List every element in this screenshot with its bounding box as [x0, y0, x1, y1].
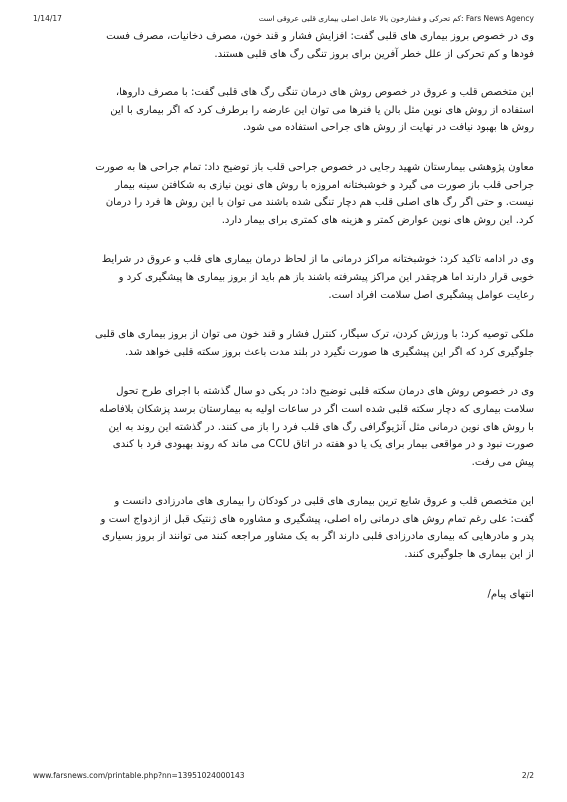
article-body: [95, 28, 534, 625]
article-paragraph: ملکی توصیه کرد: با ورزش کردن، ترک سیگار، کنترل فشار و قند خون می توان از بروز بیماری های قلبی جلوگیری کرد که اگر این پیشگیری ها صورت نگیرد در بلند مدت باعث بروز سکته قلبی خواهد شد.: [95, 329, 534, 358]
print-url: www.farsnews.com/printable.php?nn=13951024000143: [33, 771, 245, 780]
page-number: 2/2: [521, 771, 534, 780]
print-date: 1/14/17: [33, 14, 62, 23]
article-paragraph: وی در خصوص روش های درمان سکته قلبی توضیح داد: در یکی دو سال گذشته با اجرای طرح تحول سلامت بیماری که دچار سکته قلبی شده است اگر در ساعات اولیه به بیمارستان برسد پزشکان بلافاصله با روش های نوین درمانی مثل آنژیوگرافی رگ های قلب فرد را باز می کنند. در گذشته این روند به این صورت نبود و در مواقعی بیمار برای یک یا دو هفته در اتاق CCU می ماند که روند بهبودی فرد با کندی پیش می رفت.: [99, 386, 534, 468]
print-header: [33, 13, 534, 25]
article-end-marker: انتهای پیام/: [487, 588, 534, 600]
article-paragraph: این متخصص قلب و عروق در خصوص روش های درمان تنگی رگ های قلبی گفت: با مصرف داروها، استفاده از روش های نوین مثل بالن یا فنرها می توان این عارضه را برطرف کرد که اگر بیماری با این روش ها بهبود نیافت در نهایت از روش های جراحی استفاده می شود.: [110, 87, 534, 134]
article-paragraph: وی در ادامه تاکید کرد: خوشبختانه مراکز درمانی ما از لحاظ درمان بیماری های قلب و عروق در شرایط خوبی قرار دارند اما هرچقدر این مراکز پیشرفته باشند باز هم باید از بروز بیماری ها پیشگیری کرد و رعایت عوامل پیشگیری اصل سلامت افراد است.: [101, 254, 534, 301]
print-page-title: Fars News Agency :کم تحرکی و فشارخون بالا عامل اصلی بیماری قلبی عروقی است: [258, 14, 534, 23]
article-paragraph: این متخصص قلب و عروق شایع ترین بیماری های قلبی در کودکان را بیماری های مادرزادی دانست و گفت: علی رغم تمام روش های درمانی راه اصلی، پیشگیری و مشاوره های ژنتیک قبل از ازدواج است و پدر و مادرهایی که بیماری مادرزادی قلبی دارند اگر به یک مشاور مراجعه کنند می توانند از بروز بسیاری از این بیماری ها جلوگیری کنند.: [100, 496, 534, 561]
article-paragraph: وی در خصوص بروز بیماری های قلبی گفت: افزایش فشار و قند خون، مصرف دخانیات، مصرف فست فودها و کم تحرکی از علل خطر آفرین برای بروز تنگی رگ های قلبی هستند.: [106, 31, 534, 60]
print-footer: [33, 770, 534, 782]
article-paragraph: معاون پژوهشی بیمارستان شهید رجایی در خصوص جراحی قلب باز توضیح داد: تمام جراحی ها به صورت جراحی قلب باز صورت می گیرد و خوشبختانه امروزه با روش های نوین نیازی به شکافتن سینه بیمار نیست. و حتی اگر رگ های اصلی قلب هم دچار تنگی شده باشند می توان با این روش ها فرد را درمان کرد. این روش های نوین عوارض کمتر و هزینه های کمتری برای بیمار دارد.: [95, 161, 534, 226]
